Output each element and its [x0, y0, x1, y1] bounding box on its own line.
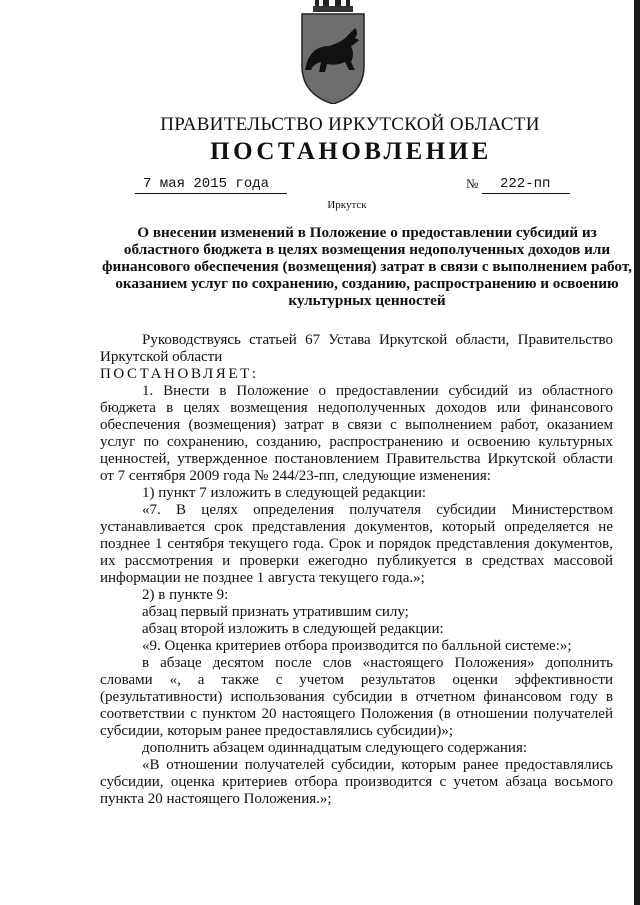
document-subject: О внесении изменений в Положение о предоставлении субсидий из областного бюджета в целях возмещения недополученных доходов или финансового обеспечения (возмещения) затрат в связи с выполнением работ, оказанием услуг по сохранению, созданию, распространению и освоению культурных ценностей [102, 224, 632, 309]
resolves-heading: ПОСТАНОВЛЯЕТ: [100, 366, 259, 382]
document-type: ПОСТАНОВЛЕНИЕ [210, 138, 492, 165]
document-date: 7 мая 2015 года [135, 176, 287, 194]
paragraph: 1) пункт 7 изложить в следующей редакции: [142, 485, 427, 501]
paragraph: абзац первый признать утратившим силу; [142, 604, 409, 620]
document-number: 222-пп [482, 176, 570, 194]
document-body [100, 332, 613, 808]
paragraph: абзац второй изложить в следующей редакции: [142, 621, 444, 637]
number-label: № [466, 176, 479, 191]
preamble: Руководствуясь статьей 67 Устава Иркутской области, Правительство Иркутской области [100, 332, 613, 365]
coat-of-arms-icon [299, 0, 367, 104]
paragraph: в абзаце десятом после слов «настоящего Положения» дополнить словами «, а также с учетом результатов оценки эффективности (результативности) использования субсидии в отчетном финансовом году в соответствии с пунктом 20 настоящего Положения (в отношении получателей субсидии, которым ранее предоставлялись субсидии)»; [100, 655, 613, 739]
paragraph: «9. Оценка критериев отбора производится по балльной системе:»; [142, 638, 572, 654]
paragraph: 1. Внести в Положение о предоставлении субсидий из областного бюджета в целях возмещения недополученных доходов или финансового обеспечения (возмещения) затрат в связи с выполнением работ, оказанием услуг по сохранению, созданию, распространению и освоению культурных ценностей, утвержденное постановлением Правительства Иркутской области от 7 сентября 2009 года № 244/23-пп, следующие изменения: [100, 383, 613, 484]
city: Иркутск [327, 199, 367, 211]
paragraph: «7. В целях определения получателя субсидии Министерством устанавливается срок представления документов, который определяется не позднее 1 сентября текущего года. Срок и порядок представления документов, их рассмотрения и проверки ежегодно публикуется в средствах массовой информации не позднее 1 августа текущего года.»; [100, 502, 613, 586]
paragraph: дополнить абзацем одиннадцатым следующего содержания: [142, 740, 528, 756]
government-title: ПРАВИТЕЛЬСТВО ИРКУТСКОЙ ОБЛАСТИ [160, 114, 540, 135]
paragraph: «В отношении получателей субсидии, которым ранее предоставлялись субсидии, оценка критериев отбора производится с учетом абзаца восьмого пункта 20 настоящего Положения.»; [100, 757, 613, 807]
paragraph: 2) в пункте 9: [142, 587, 229, 603]
